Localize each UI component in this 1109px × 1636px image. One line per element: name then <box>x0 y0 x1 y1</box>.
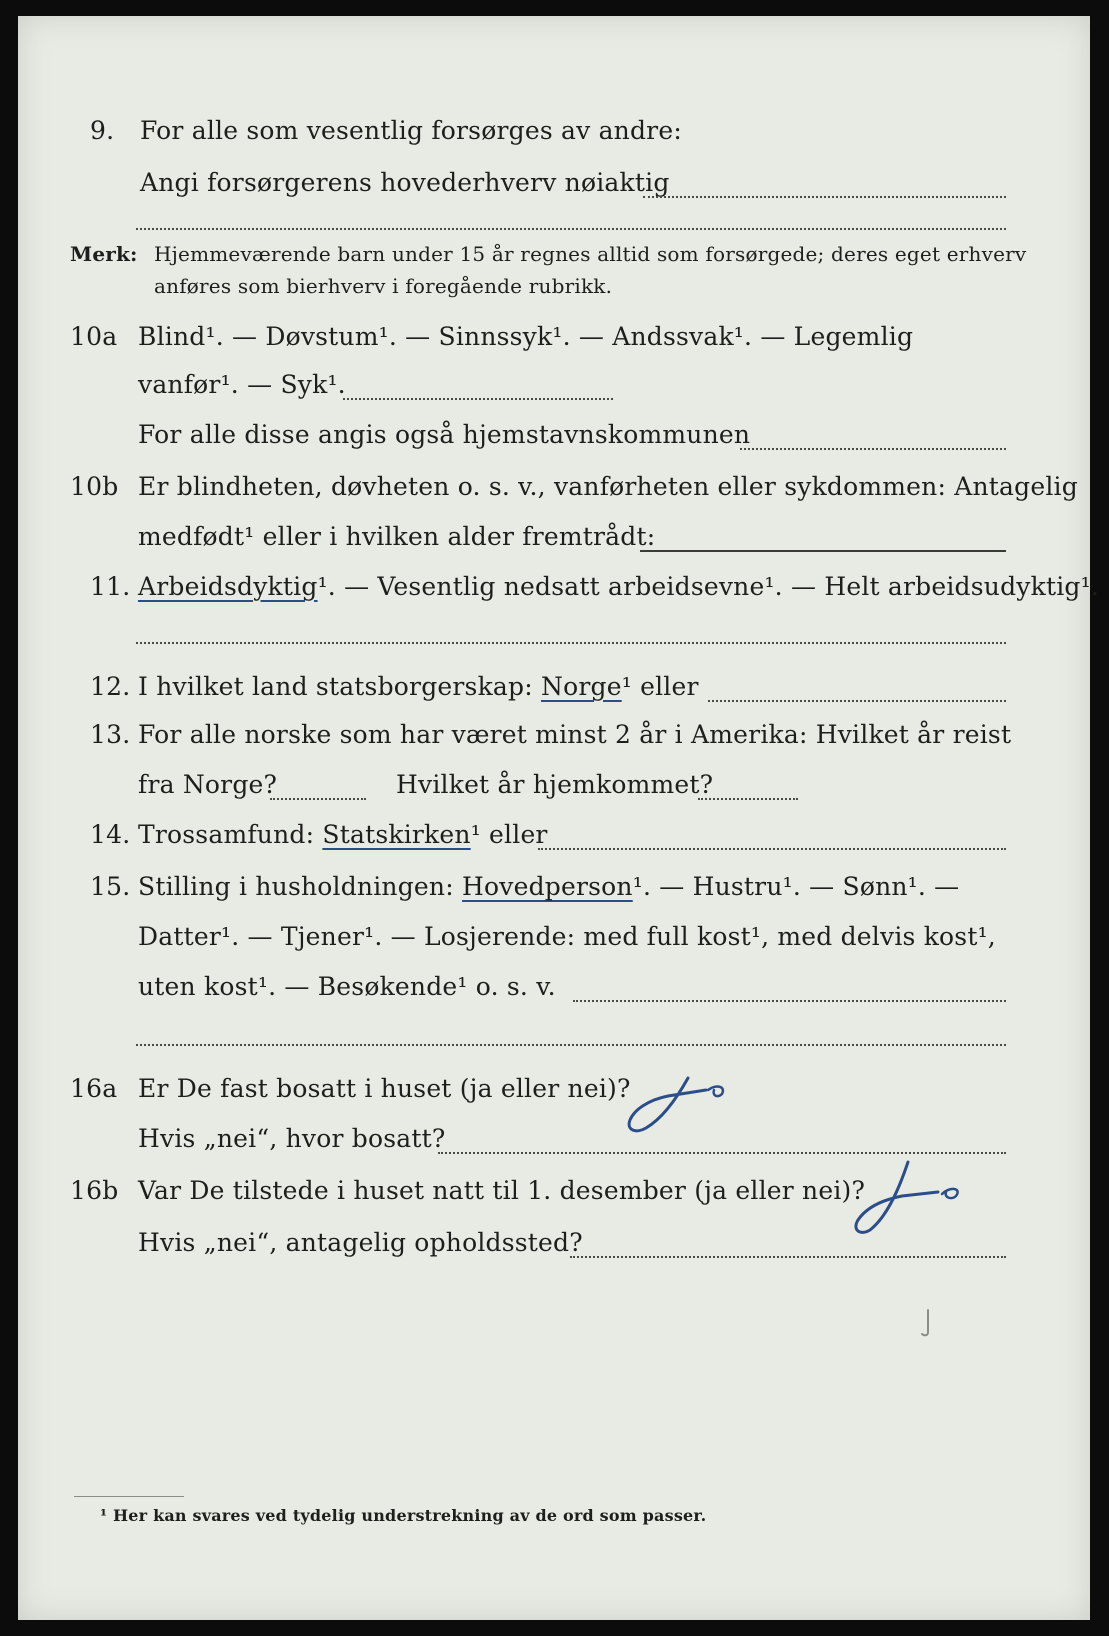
q9-text-2: Angi forsørgerens hovederhverv nøiaktig <box>140 168 670 197</box>
merk-line-1 <box>18 242 1090 276</box>
q10b-text-2: medfødt¹ eller i hvilken alder fremtrådt: <box>138 522 656 551</box>
q13-hjemkommet-field[interactable] <box>698 798 798 800</box>
q15-text-3: uten kost¹. — Besøkende¹ o. s. v. <box>138 972 556 1001</box>
q9-answer-rule[interactable] <box>136 228 1006 230</box>
q11-rest: ¹. — Vesentlig nedsatt arbeidsevne¹. — Helt arbeidsudyktig¹. <box>317 572 1099 601</box>
q15-answer-field[interactable] <box>573 1000 1006 1002</box>
q10a-hjemstavn-field[interactable] <box>740 448 1006 450</box>
q16a-line-1 <box>18 1074 1090 1108</box>
q10b-line-2 <box>18 522 1090 556</box>
merk-label: Merk: <box>70 242 138 266</box>
q11-number: 11. <box>90 572 131 601</box>
q12-line <box>18 672 1090 706</box>
q16b-line-2 <box>18 1228 1090 1262</box>
q9-line-1 <box>18 116 1090 150</box>
q14-before: Trossamfund: <box>138 820 315 849</box>
merk-text-2: anføres som bierhverv i foregående rubrikk. <box>154 274 613 298</box>
q15-number: 15. <box>90 872 131 901</box>
merk-line-2 <box>18 274 1090 308</box>
footnote-text: ¹ Her kan svares ved tydelig understrekning av de ord som passer. <box>100 1506 707 1525</box>
q16a-text-1: Er De fast bosatt i huset (ja eller nei)? <box>138 1074 631 1103</box>
q12-number: 12. <box>90 672 131 701</box>
q12-norge-underlined[interactable]: Norge <box>541 672 622 701</box>
q10a-line-2 <box>18 370 1090 404</box>
q14-number: 14. <box>90 820 131 849</box>
q10a-number: 10a <box>70 322 118 351</box>
q12-answer-field[interactable] <box>708 700 1006 702</box>
q10a-text-3: For alle disse angis også hjemstavnskommunen <box>138 420 751 449</box>
q10b-number: 10b <box>70 472 119 501</box>
q16b-number: 16b <box>70 1176 119 1205</box>
q13-text-2a: fra Norge? <box>138 770 278 799</box>
q15-line-1 <box>18 872 1090 906</box>
q14-answer-field[interactable] <box>538 848 1006 850</box>
q11-line <box>18 572 1099 606</box>
merk-text-1: Hjemmeværende barn under 15 år regnes alltid som forsørgede; deres eget erhverv <box>154 242 1027 266</box>
q9-text-1: For alle som vesentlig forsørges av andre: <box>140 116 682 145</box>
q14-statskirken-underlined[interactable]: Statskirken <box>322 820 471 849</box>
q15-line-2 <box>18 922 1090 956</box>
q10a-line-1 <box>18 322 1090 356</box>
q14-text <box>138 820 548 849</box>
q10a-line-3 <box>18 420 1090 454</box>
q10b-answer-field[interactable] <box>640 550 1006 552</box>
q11-text <box>138 572 1099 601</box>
q12-before: I hvilket land statsborgerskap: <box>138 672 533 701</box>
q12-after: ¹ eller <box>621 672 699 701</box>
q14-line <box>18 820 1090 854</box>
q15-text-1 <box>138 872 959 901</box>
q10b-text-1: Er blindheten, døvheten o. s. v., vanførheten eller sykdommen: Antagelig <box>138 472 1078 501</box>
q15-before: Stilling i husholdningen: <box>138 872 454 901</box>
q10a-text-2: vanfør¹. — Syk¹. <box>138 370 346 399</box>
q10a-syk-field[interactable] <box>343 398 613 400</box>
q16b-text-1: Var De tilstede i huset natt til 1. desember (ja eller nei)? <box>138 1176 866 1205</box>
q9-answer-field[interactable] <box>643 196 1006 198</box>
q9-number: 9. <box>90 116 115 145</box>
pencil-mark <box>918 1306 938 1346</box>
footnote-line <box>18 1506 1090 1540</box>
q15-answer-rule[interactable] <box>136 1044 1006 1046</box>
q15-hovedperson-underlined[interactable]: Hovedperson <box>462 872 633 901</box>
q11-answer-rule[interactable] <box>136 642 1006 644</box>
q16b-answer-field[interactable] <box>570 1256 1006 1258</box>
census-form-page <box>18 16 1099 1620</box>
q15-after: ¹. — Hustru¹. — Sønn¹. — <box>632 872 960 901</box>
q10b-line-1 <box>18 472 1090 506</box>
q16a-text-2: Hvis „nei“, hvor bosatt? <box>138 1124 446 1153</box>
q15-line-3 <box>18 972 1090 1006</box>
q13-line-2 <box>18 770 1090 804</box>
q13-text-2b: Hvilket år hjemkommet? <box>396 770 714 799</box>
q15-text-2: Datter¹. — Tjener¹. — Losjerende: med full kost¹, med delvis kost¹, <box>138 922 996 951</box>
q13-reist-field[interactable] <box>270 798 366 800</box>
q16a-number: 16a <box>70 1074 118 1103</box>
q14-after: ¹ eller <box>470 820 548 849</box>
footnote-separator <box>74 1496 184 1497</box>
q13-line-1 <box>18 720 1090 754</box>
q11-arbeidsdyktig-underlined[interactable]: Arbeidsdyktig <box>138 572 318 601</box>
q13-number: 13. <box>90 720 131 749</box>
q13-text-1: For alle norske som har været minst 2 år i Amerika: Hvilket år reist <box>138 720 1012 749</box>
q9-line-2 <box>18 168 1090 202</box>
q16b-text-2: Hvis „nei“, antagelig opholdssted? <box>138 1228 583 1257</box>
q10a-text-1: Blind¹. — Døvstum¹. — Sinnssyk¹. — Andssvak¹. — Legemlig <box>138 322 914 351</box>
q12-text <box>138 672 699 701</box>
